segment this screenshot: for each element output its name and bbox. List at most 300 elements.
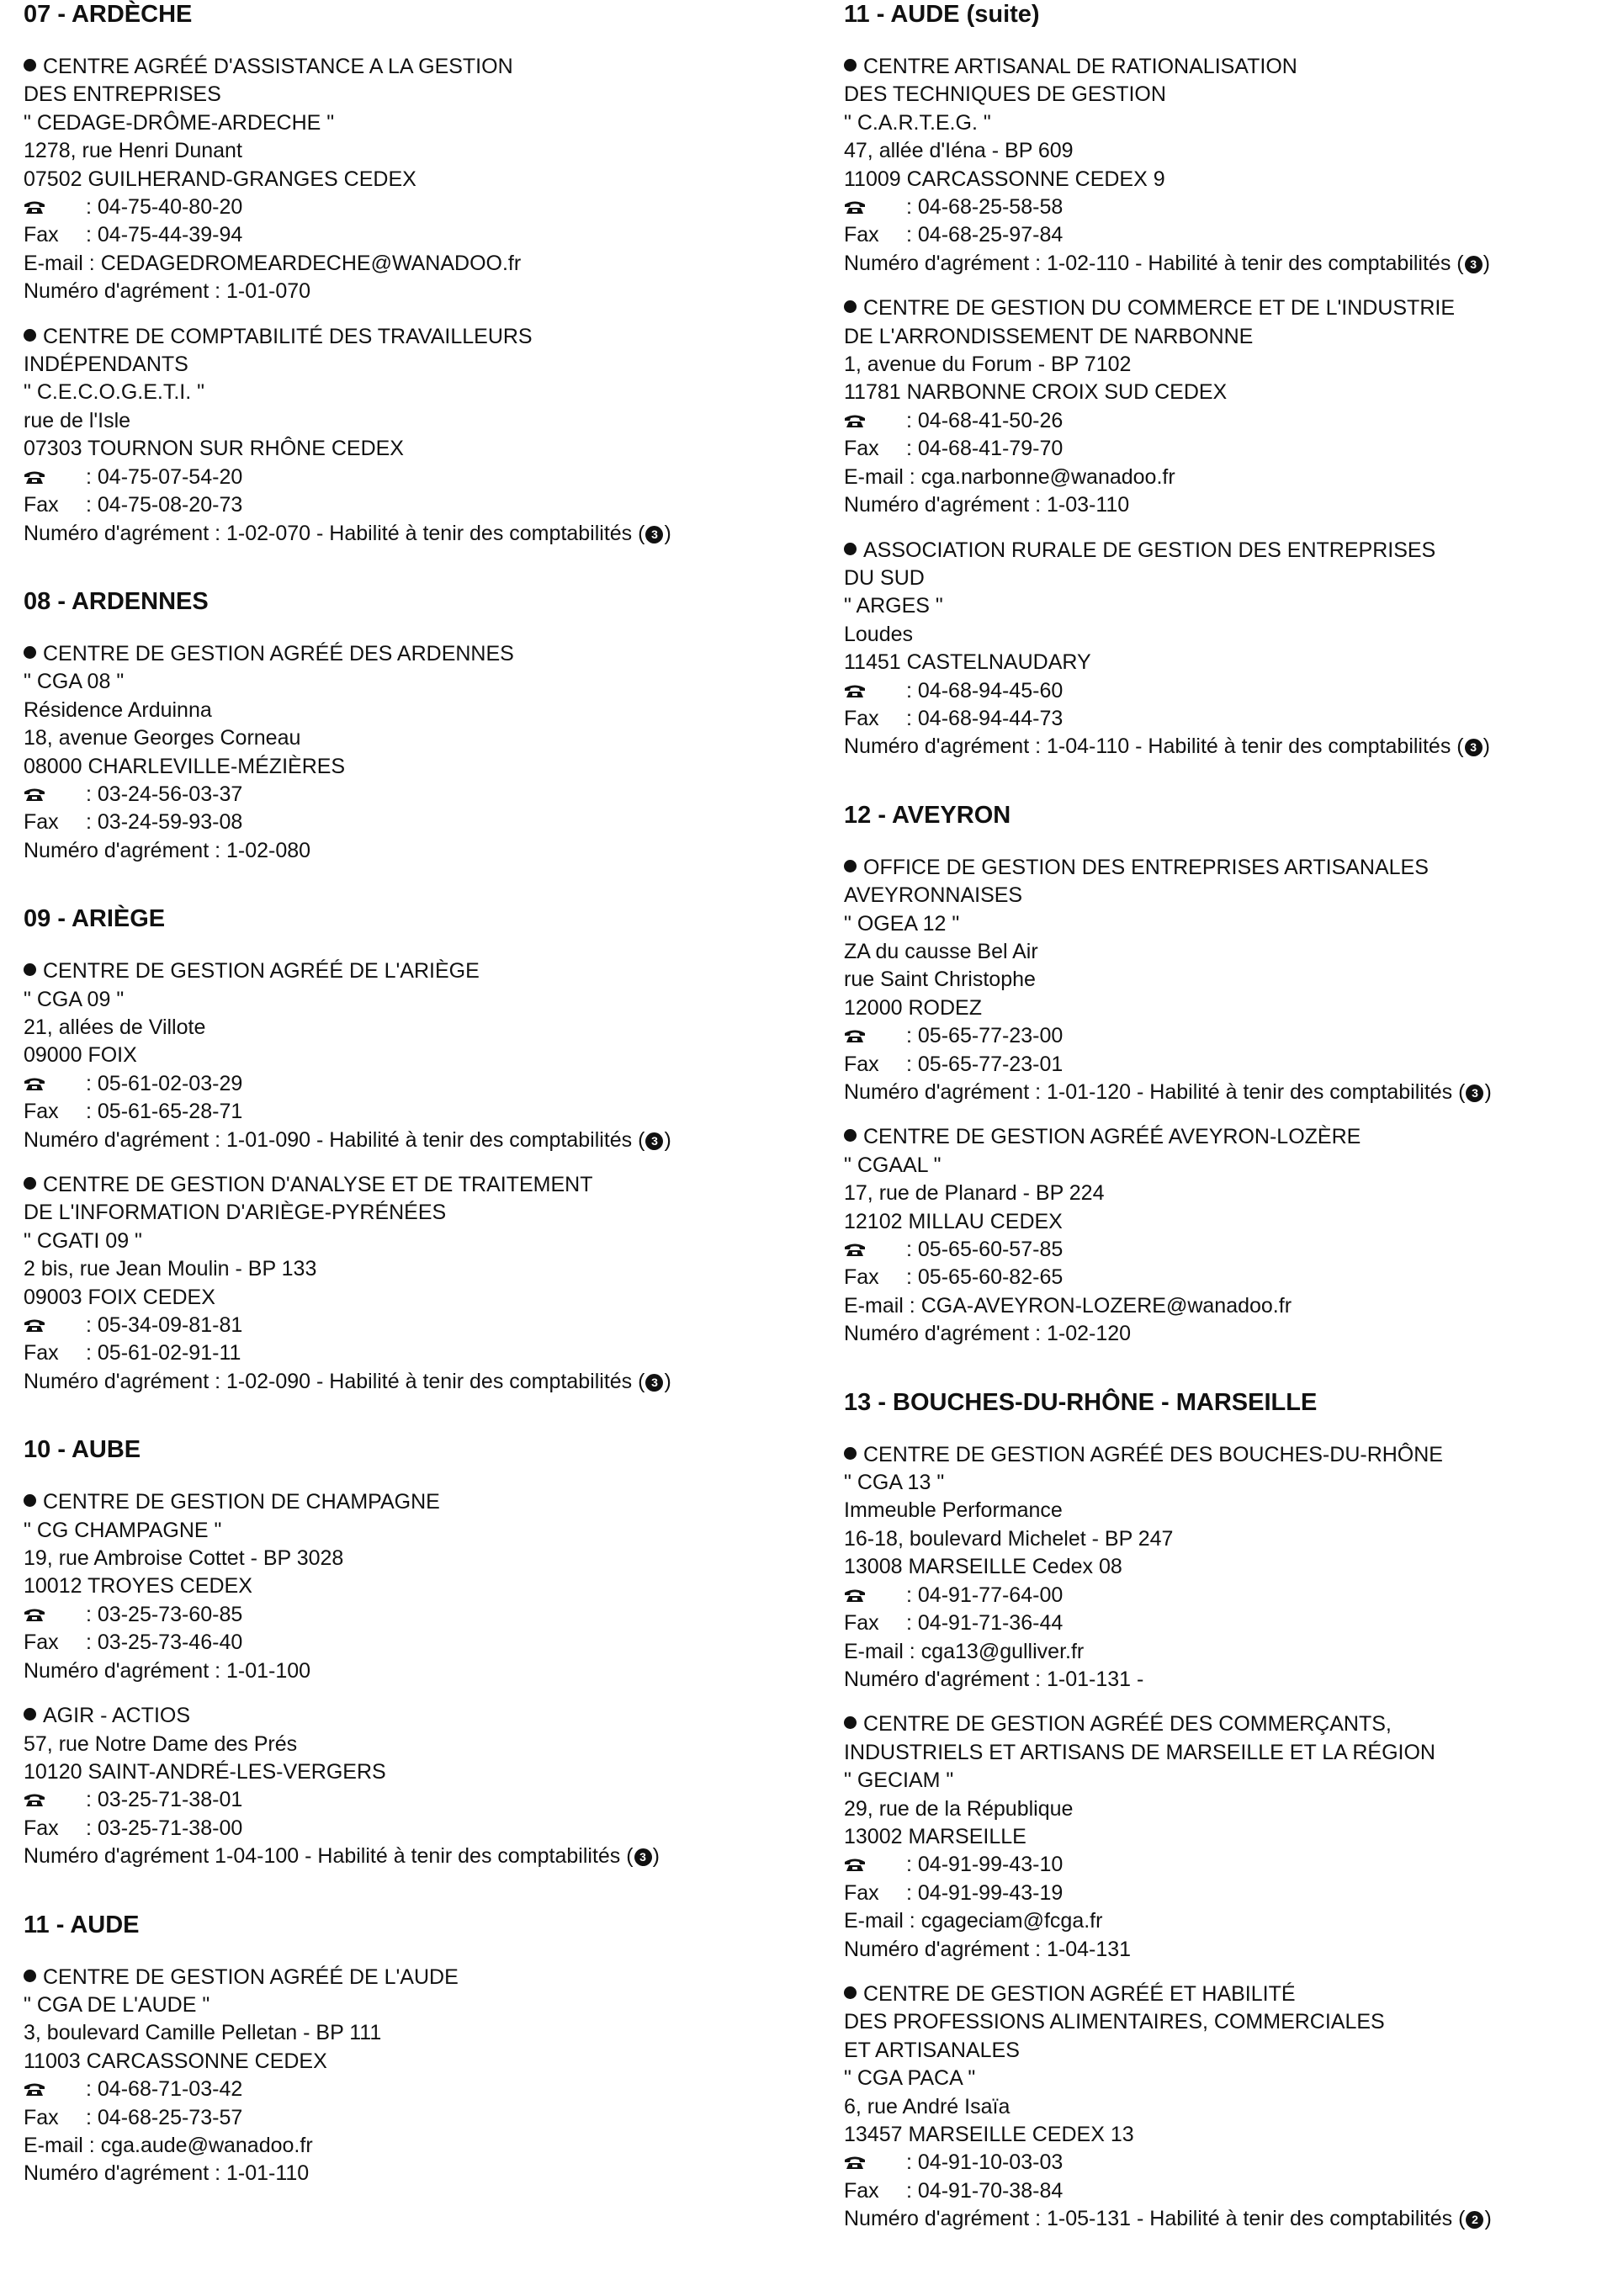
separator: : (86, 1631, 92, 1655)
phone-number: 03-25-71-38-01 (97, 1788, 243, 1812)
phone-number: 05-65-77-23-00 (917, 1024, 1064, 1048)
address-line (844, 81, 1593, 109)
center-name (24, 323, 781, 351)
center-name (24, 1488, 781, 1516)
separator: : (86, 464, 92, 489)
address-line (844, 910, 1593, 938)
fax-label: Fax (844, 1611, 879, 1636)
email-label: E-mail (24, 2133, 83, 2157)
phone-label (24, 2076, 86, 2103)
separator: : (909, 1639, 915, 1663)
phone-line (844, 1851, 1593, 1879)
center-entry (844, 53, 1593, 278)
paren: ( (638, 1369, 645, 1393)
center-entry (844, 1710, 1593, 1964)
fax-line (24, 1339, 781, 1367)
line-text: DES TECHNIQUES DE GESTION (844, 82, 1166, 107)
separator: : (86, 493, 92, 517)
fax-line (844, 1609, 1593, 1637)
fax-line (24, 1629, 781, 1657)
address-line (844, 1525, 1593, 1553)
phone-line (844, 2149, 1593, 2177)
bullet-icon (24, 646, 36, 659)
department-heading: 11 - AUDE (24, 1911, 140, 1938)
fax-line (844, 1264, 1593, 1291)
separator: : (909, 1909, 915, 1933)
phone-label (844, 1582, 906, 1609)
department-section (24, 0, 781, 548)
separator: : (86, 1100, 92, 1124)
separator: : (86, 223, 92, 247)
email-label: E-mail (24, 251, 83, 275)
agrement-text: Numéro d'agrément : 1-02-110 - Habilité à tenir des comptabilités (844, 251, 1451, 275)
department-section (24, 587, 781, 865)
line-text: " CGA 13 " (844, 1471, 945, 1495)
center-name (844, 1123, 1593, 1151)
footnote-ref-icon: 2 (1466, 2211, 1483, 2229)
address-line (24, 1228, 781, 1255)
department-heading: 13 - BOUCHES-DU-RHÔNE - MARSEILLE (844, 1388, 1318, 1416)
line-text: 47, allée d'Iéna - BP 609 (844, 139, 1074, 163)
address-line (24, 1731, 781, 1758)
address-line (844, 938, 1593, 966)
address-line (24, 1014, 781, 1042)
line-text: 2 bis, rue Jean Moulin - BP 133 (24, 1257, 317, 1281)
separator: : (86, 2077, 92, 2102)
address-line (844, 379, 1593, 406)
address-line (844, 109, 1593, 137)
fax-line (24, 809, 781, 836)
line-text: 08000 CHARLEVILLE-MÉZIÈRES (24, 754, 346, 778)
fax-line (24, 2104, 781, 2132)
fax-number: 03-24-59-93-08 (97, 810, 243, 835)
separator: : (88, 2133, 95, 2157)
agrement-text: Numéro d'agrément : 1-03-110 (844, 493, 1130, 517)
paren: ) (664, 521, 671, 545)
department-section (844, 801, 1593, 1349)
agrement-text: Numéro d'agrément : 1-02-070 - Habilité à tenir des comptabilités (24, 521, 633, 545)
fax-number: 04-68-25-97-84 (917, 223, 1064, 247)
address-line (24, 1042, 781, 1069)
separator: : (86, 1602, 92, 1626)
center-entry (24, 1964, 781, 2188)
agrement-text: Numéro d'agrément : 1-02-120 (844, 1322, 1132, 1346)
line-text: " CEDAGE-DRÔME-ARDECHE " (24, 110, 335, 135)
address-line (24, 109, 781, 137)
line-text: rue de l'Isle (24, 408, 131, 432)
line-text: CENTRE ARTISANAL DE RATIONALISATION (863, 55, 1297, 78)
address-line (24, 137, 781, 165)
phone-label (24, 1070, 86, 1098)
separator: : (906, 1024, 912, 1048)
line-text: CENTRE DE GESTION AGRÉÉ DE L'ARIÈGE (43, 959, 480, 984)
department-section (844, 1388, 1593, 2234)
line-text: CENTRE DE GESTION AGRÉÉ DE L'AUDE (43, 1965, 459, 1989)
bullet-icon (844, 300, 857, 313)
address-line (24, 697, 781, 724)
agrement-line (24, 1127, 781, 1154)
department-heading: 07 - ARDÈCHE (24, 1, 193, 28)
address-line (844, 621, 1593, 649)
line-text: rue Saint Christophe (844, 968, 1036, 992)
address-line (24, 166, 781, 194)
line-text: 12102 MILLAU CEDEX (844, 1209, 1063, 1233)
address-line (24, 1545, 781, 1572)
agrement-line (844, 491, 1593, 519)
center-name (844, 854, 1593, 882)
separator: : (906, 1880, 912, 1905)
line-text: 12000 RODEZ (844, 995, 982, 1020)
phone-label (844, 1851, 906, 1879)
phone-label (24, 194, 86, 221)
address-line (844, 592, 1593, 620)
line-text: 21, allées de Villote (24, 1015, 206, 1039)
address-line (24, 1284, 781, 1312)
phone-line (844, 1236, 1593, 1264)
separator: : (906, 223, 912, 247)
line-text: " C.E.C.O.G.E.T.I. " (24, 380, 205, 405)
line-text: " CGA 09 " (24, 987, 125, 1011)
center-name (844, 1710, 1593, 1738)
phone-label (24, 1312, 86, 1339)
line-text: 11781 NARBONNE CROIX SUD CEDEX (844, 380, 1228, 405)
line-text: " C.A.R.T.E.G. " (844, 110, 991, 135)
separator: : (906, 1583, 912, 1607)
fax-number: 03-25-73-46-40 (97, 1631, 243, 1655)
phone-number: 03-24-56-03-37 (97, 782, 243, 806)
center-entry (24, 957, 781, 1154)
phone-line (844, 677, 1593, 705)
phone-line (844, 194, 1593, 221)
email-address: CGA-AVEYRON-LOZERE@wanadoo.fr (920, 1293, 1292, 1318)
fax-label: Fax (24, 810, 59, 835)
email-address: cga13@gulliver.fr (920, 1639, 1085, 1663)
agrement-line (24, 278, 781, 305)
line-text: CENTRE AGRÉÉ D'ASSISTANCE A LA GESTION (43, 55, 513, 78)
phone-number: 04-68-25-58-58 (917, 195, 1064, 220)
phone-line (844, 1022, 1593, 1050)
email-line (24, 250, 781, 278)
separator: : (86, 1341, 92, 1365)
line-text: 19, rue Ambroise Cottet - BP 3028 (24, 1546, 344, 1571)
separator: : (906, 408, 912, 432)
agrement-text: Numéro d'agrément : 1-02-080 (24, 838, 311, 862)
paren: ) (652, 1844, 660, 1869)
footnote-ref-icon: 3 (645, 1132, 663, 1150)
fax-number: 04-68-25-73-57 (97, 2105, 243, 2129)
center-name (844, 1980, 1593, 2008)
agrement-line (24, 1368, 781, 1396)
phone-label (844, 194, 906, 221)
line-text: 11009 CARCASSONNE CEDEX 9 (844, 167, 1165, 191)
bullet-icon (24, 1708, 36, 1721)
phone-icon (24, 1312, 45, 1328)
line-text: ZA du causse Bel Air (844, 939, 1038, 963)
address-line (24, 2019, 781, 2047)
agrement-text: Numéro d'agrément : 1-01-120 - Habilité à tenir des comptabilités (844, 1080, 1453, 1104)
line-text: 13002 MARSEILLE (844, 1824, 1026, 1848)
bullet-icon (844, 1986, 857, 1999)
phone-number: 04-91-77-64-00 (917, 1583, 1064, 1607)
center-name (844, 537, 1593, 565)
line-text: " CGAAL " (844, 1153, 942, 1177)
line-text: INDÉPENDANTS (24, 353, 188, 377)
line-text: DE L'ARRONDISSEMENT DE NARBONNE (844, 324, 1254, 348)
paren: ( (638, 1127, 645, 1152)
email-line (24, 2132, 781, 2160)
department-heading: 10 - AUBE (24, 1436, 141, 1464)
email-line (844, 1907, 1593, 1935)
address-line (24, 1991, 781, 2019)
agrement-text: Numéro d'agrément : 1-04-110 - Habilité à tenir des comptabilités (844, 734, 1451, 759)
fax-label: Fax (844, 706, 879, 730)
phone-label (24, 781, 86, 809)
line-text: 13008 MARSEILLE Cedex 08 (844, 1555, 1122, 1579)
address-line (844, 2008, 1593, 2036)
fax-label: Fax (844, 223, 879, 247)
line-text: CENTRE DE COMPTABILITÉ DES TRAVAILLEURS (43, 324, 533, 348)
address-line (844, 1767, 1593, 1795)
line-text: OFFICE DE GESTION DES ENTREPRISES ARTISANALES (863, 855, 1429, 879)
line-text: 3, boulevard Camille Pelletan - BP 111 (24, 2021, 382, 2045)
address-line (24, 1199, 781, 1227)
line-text: CENTRE DE GESTION DU COMMERCE ET DE L'INDUSTRIE (863, 296, 1455, 321)
paren: ) (1483, 734, 1490, 759)
phone-number: 04-91-99-43-10 (917, 1853, 1064, 1877)
address-line (24, 1517, 781, 1545)
address-line (24, 407, 781, 435)
center-name (844, 53, 1593, 81)
line-text: " OGEA 12 " (844, 911, 960, 936)
center-entry (24, 323, 781, 548)
line-text: Loudes (844, 622, 914, 646)
address-line (844, 1152, 1593, 1180)
center-name (24, 957, 781, 985)
address-line (844, 1739, 1593, 1767)
agrement-text: Numéro d'agrément 1-04-100 - Habilité à tenir des comptabilités (24, 1844, 621, 1869)
line-text: 1278, rue Henri Dunant (24, 139, 242, 163)
line-text: 6, rue André Isaïa (844, 2094, 1011, 2118)
phone-number: 04-75-07-54-20 (97, 464, 243, 489)
center-entry (24, 53, 781, 306)
bullet-icon (844, 860, 857, 872)
line-text: Immeuble Performance (844, 1498, 1063, 1523)
department-section (844, 0, 1593, 761)
footnote-ref-icon: 3 (634, 1848, 652, 1866)
separator: : (906, 1611, 912, 1636)
agrement-line (844, 250, 1593, 278)
fax-number: 04-91-99-43-19 (917, 1880, 1064, 1905)
phone-line (844, 407, 1593, 435)
address-line (24, 724, 781, 752)
address-line (24, 1758, 781, 1786)
fax-number: 04-68-94-44-73 (917, 706, 1064, 730)
bullet-icon (24, 1970, 36, 1982)
bullet-icon (24, 1177, 36, 1190)
agrement-text: Numéro d'agrément : 1-01-110 (24, 2161, 310, 2186)
department-section (24, 1435, 781, 1870)
fax-number: 04-75-44-39-94 (97, 223, 243, 247)
address-line (844, 1469, 1593, 1497)
line-text: 29, rue de la République (844, 1796, 1074, 1821)
center-entry (24, 1702, 781, 1870)
agrement-line (24, 1657, 781, 1685)
address-line (844, 994, 1593, 1022)
center-entry (24, 640, 781, 865)
line-text: 57, rue Notre Dame des Prés (24, 1731, 298, 1756)
paren: ) (664, 1369, 671, 1393)
email-label: E-mail (844, 1293, 904, 1318)
line-text: DES PROFESSIONS ALIMENTAIRES, COMMERCIALES (844, 2010, 1385, 2034)
address-line (844, 1553, 1593, 1581)
address-line (844, 2065, 1593, 2092)
line-text: INDUSTRIELS ET ARTISANS DE MARSEILLE ET LA RÉGION (844, 1740, 1435, 1764)
address-line (24, 1572, 781, 1600)
center-name (24, 1171, 781, 1199)
footnote-ref-icon: 3 (1465, 739, 1483, 756)
fax-line (844, 705, 1593, 733)
fax-label: Fax (844, 1265, 879, 1290)
fax-number: 04-75-08-20-73 (97, 493, 243, 517)
email-line (844, 1638, 1593, 1666)
agrement-line (844, 1936, 1593, 1964)
address-line (844, 137, 1593, 165)
address-line (24, 351, 781, 379)
phone-line (844, 1582, 1593, 1609)
phone-number: 04-91-10-03-03 (917, 2150, 1064, 2175)
department-heading: 09 - ARIÈGE (24, 905, 166, 933)
email-label: E-mail (844, 464, 904, 489)
phone-icon (844, 194, 866, 209)
department-heading: 11 - AUDE (suite) (844, 1, 1040, 28)
line-text: 1, avenue du Forum - BP 7102 (844, 353, 1132, 377)
address-line (24, 435, 781, 463)
phone-number: 04-75-40-80-20 (97, 195, 243, 220)
footnote-ref-icon: 3 (1466, 1084, 1483, 1102)
phone-icon (844, 1237, 866, 1252)
center-name (24, 1964, 781, 1991)
separator: : (906, 2178, 912, 2203)
fax-line (844, 221, 1593, 249)
line-text: 07502 GUILHERAND-GRANGES CEDEX (24, 167, 416, 191)
center-name (24, 640, 781, 668)
agrement-text: Numéro d'agrément : 1-04-131 (844, 1937, 1132, 1961)
phone-line (24, 1601, 781, 1629)
separator: : (86, 1313, 92, 1338)
phone-label (844, 407, 906, 435)
line-text: CENTRE DE GESTION AGRÉÉ DES COMMERÇANTS, (863, 1712, 1392, 1737)
fax-line (24, 1098, 781, 1126)
email-label: E-mail (844, 1639, 904, 1663)
paren: ) (1484, 2207, 1492, 2231)
address-line (24, 668, 781, 696)
agrement-line (844, 2205, 1593, 2233)
address-line (844, 966, 1593, 994)
separator: : (906, 678, 912, 703)
email-address: cga.narbonne@wanadoo.fr (920, 464, 1175, 489)
line-text: DES ENTREPRISES (24, 82, 221, 107)
line-text: 10120 SAINT-ANDRÉ-LES-VERGERS (24, 1759, 386, 1784)
phone-line (24, 1786, 781, 1814)
bullet-icon (24, 329, 36, 342)
separator: : (86, 1788, 92, 1812)
line-text: 13457 MARSEILLE CEDEX 13 (844, 2123, 1134, 2146)
separator: : (86, 810, 92, 835)
bullet-icon (844, 543, 857, 555)
separator: : (86, 195, 92, 220)
phone-line (24, 781, 781, 809)
separator: : (86, 2105, 92, 2129)
left-column (24, 0, 781, 2205)
address-line (844, 1497, 1593, 1524)
line-text: CENTRE DE GESTION DE CHAMPAGNE (43, 1490, 440, 1514)
paren: ) (1483, 251, 1490, 275)
agrement-line (844, 733, 1593, 761)
fax-label: Fax (844, 1052, 879, 1076)
line-text: Résidence Arduinna (24, 697, 212, 722)
center-name (844, 294, 1593, 322)
phone-icon (844, 2150, 866, 2165)
department-section (24, 904, 781, 1396)
agrement-text: Numéro d'agrément : 1-02-090 - Habilité à tenir des comptabilités (24, 1369, 633, 1393)
address-line (844, 2037, 1593, 2065)
paren: ( (1458, 2207, 1466, 2231)
agrement-line (844, 1320, 1593, 1348)
address-line (844, 565, 1593, 592)
fax-number: 05-65-60-82-65 (917, 1265, 1064, 1290)
fax-number: 03-25-71-38-00 (97, 1816, 243, 1840)
line-text: " CGA DE L'AUDE " (24, 1992, 210, 2017)
line-text: " GECIAM " (844, 1768, 954, 1793)
fax-label: Fax (24, 223, 59, 247)
line-text: " CGA 08 " (24, 670, 125, 694)
agrement-text: Numéro d'agrément : 1-01-100 (24, 1658, 311, 1683)
fax-label: Fax (844, 2178, 879, 2203)
fax-line (844, 1880, 1593, 1907)
fax-line (24, 221, 781, 249)
agrement-text: Numéro d'agrément : 1-01-070 (24, 279, 311, 304)
line-text: " ARGES " (844, 594, 943, 618)
phone-icon (844, 1852, 866, 1867)
paren: ( (626, 1844, 634, 1869)
bullet-icon (24, 1494, 36, 1507)
bullet-icon (24, 59, 36, 72)
agrement-line (24, 837, 781, 865)
phone-label (844, 1236, 906, 1264)
bullet-icon (844, 1447, 857, 1460)
email-line (844, 464, 1593, 491)
line-text: CENTRE DE GESTION AGRÉÉ AVEYRON-LOZÈRE (863, 1125, 1361, 1149)
center-entry (24, 1171, 781, 1396)
separator: : (906, 1265, 912, 1290)
address-line (24, 1255, 781, 1283)
department-heading: 08 - ARDENNES (24, 587, 209, 615)
address-line (844, 351, 1593, 379)
center-entry (844, 537, 1593, 761)
phone-label (844, 1022, 906, 1050)
agrement-text: Numéro d'agrément : 1-01-090 - Habilité à tenir des comptabilités (24, 1127, 633, 1152)
line-text: AVEYRONNAISES (844, 883, 1023, 908)
separator: : (86, 782, 92, 806)
phone-icon (844, 1023, 866, 1038)
email-address: cga.aude@wanadoo.fr (100, 2133, 313, 2157)
phone-line (24, 2076, 781, 2103)
line-text: DE L'INFORMATION D'ARIÈGE-PYRÉNÉES (24, 1201, 447, 1225)
line-text: 07303 TOURNON SUR RHÔNE CEDEX (24, 437, 404, 461)
center-entry (24, 1488, 781, 1685)
fax-line (844, 2177, 1593, 2205)
line-text: 09003 FOIX CEDEX (24, 1285, 215, 1309)
